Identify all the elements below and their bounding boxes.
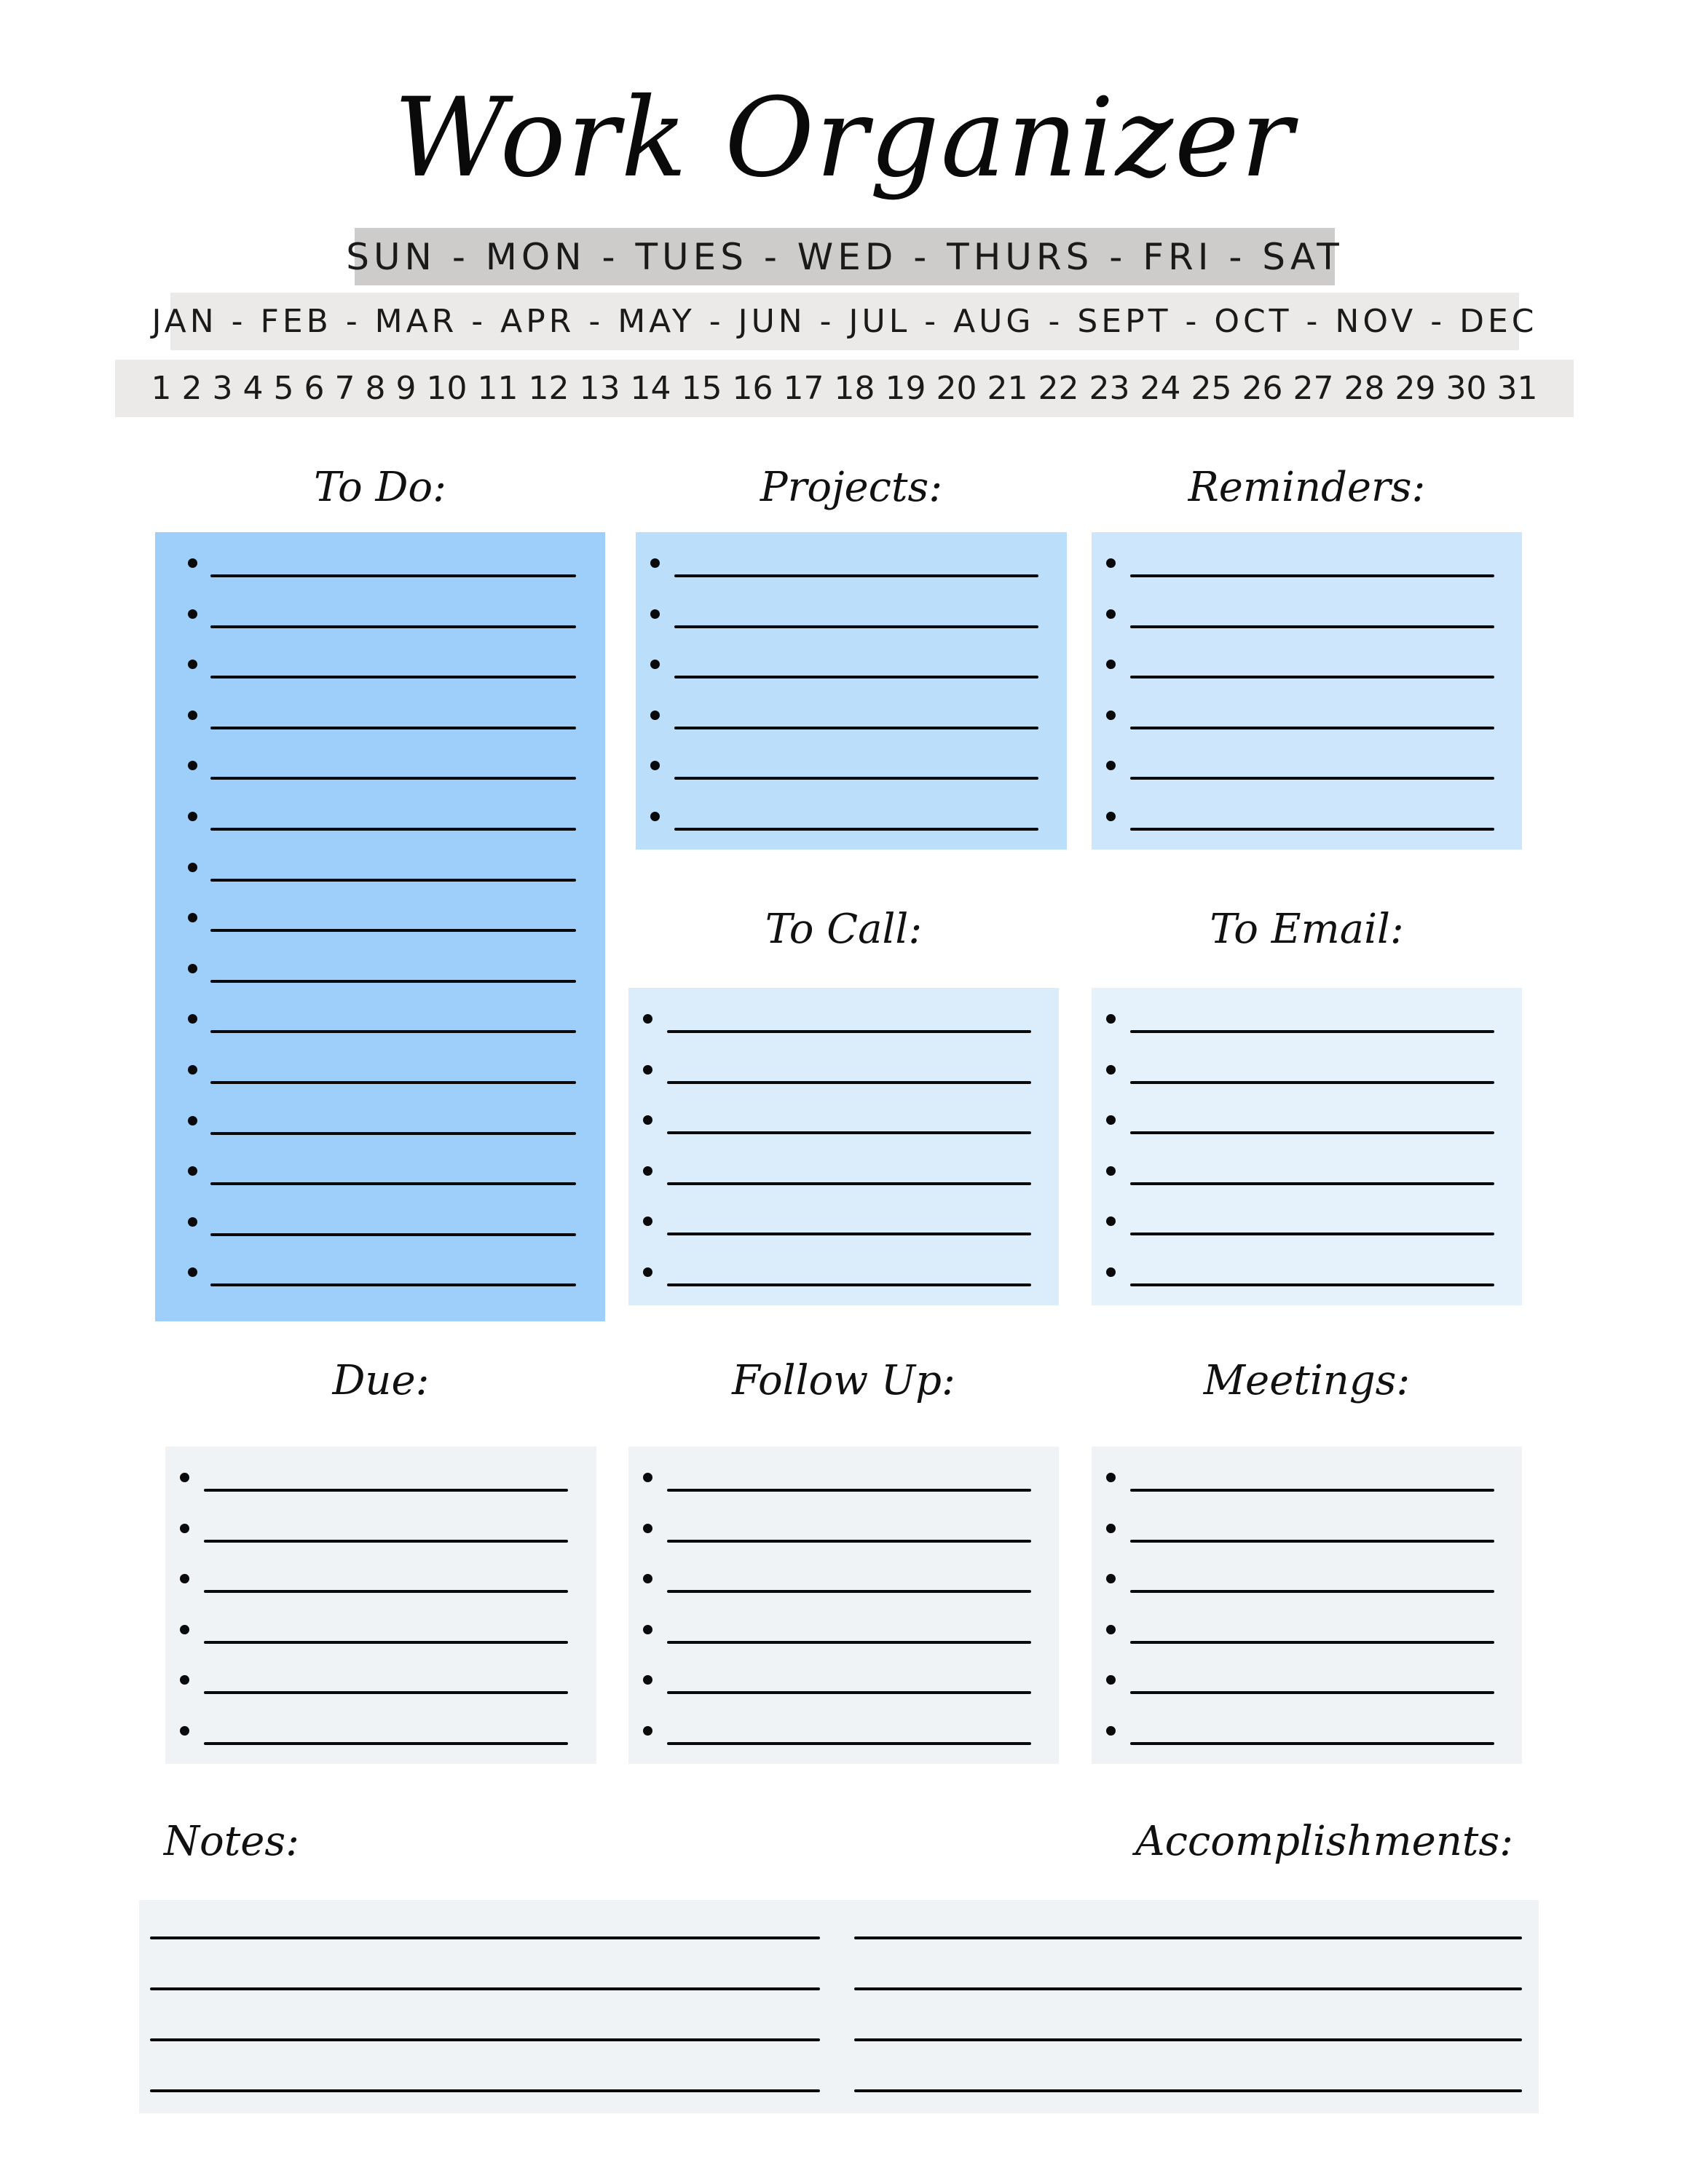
date-number: 17 (783, 370, 824, 407)
date-number: 10 (426, 370, 468, 407)
bullet-icon (1106, 1267, 1116, 1277)
write-in-line[interactable] (204, 1742, 568, 1745)
date-number: 15 (681, 370, 722, 407)
bullet-icon (1106, 1216, 1116, 1226)
write-in-line[interactable] (1130, 828, 1494, 831)
date-number: 8 (365, 370, 386, 407)
bullet-icon (188, 1267, 197, 1277)
write-in-line[interactable] (1130, 1081, 1494, 1084)
date-number: 3 (212, 370, 233, 407)
write-in-line[interactable] (204, 1489, 568, 1492)
date-number: 23 (1089, 370, 1130, 407)
bullet-icon (1106, 1524, 1116, 1533)
bullet-icon (643, 1473, 652, 1482)
list-item[interactable] (628, 1014, 1059, 1065)
write-in-line[interactable] (210, 980, 576, 983)
bullet-icon (643, 1166, 652, 1176)
notes-accomplishments-box (139, 1900, 1539, 2113)
list-item[interactable] (165, 1675, 596, 1726)
bullet-icon (1106, 1473, 1116, 1482)
write-in-line[interactable] (667, 1283, 1031, 1286)
heading-projects: Projects: (760, 464, 943, 511)
list-item[interactable] (1092, 609, 1522, 660)
write-in-line[interactable] (210, 1283, 576, 1286)
date-number: 20 (936, 370, 977, 407)
write-in-line[interactable] (667, 1590, 1031, 1593)
date-bar (115, 360, 1574, 417)
bullet-icon (1106, 1574, 1116, 1583)
date-number: 26 (1242, 370, 1283, 407)
write-in-line[interactable] (210, 828, 576, 831)
date-number: 11 (477, 370, 518, 407)
list-item[interactable] (155, 863, 605, 914)
date-number: 5 (273, 370, 294, 407)
write-in-line[interactable] (667, 1641, 1031, 1644)
write-in-line[interactable] (1130, 1233, 1494, 1235)
date-number: 4 (242, 370, 264, 407)
list-item[interactable] (155, 812, 605, 863)
list-item[interactable] (1092, 1473, 1522, 1524)
bullet-icon (188, 761, 197, 770)
write-in-line[interactable] (674, 625, 1038, 628)
bullet-icon (188, 812, 197, 821)
write-in-line[interactable] (1130, 727, 1494, 729)
bullet-icon (188, 964, 197, 973)
bullet-icon (1106, 1675, 1116, 1685)
write-in-line[interactable] (667, 1233, 1031, 1235)
bullet-icon (1106, 711, 1116, 720)
list-item[interactable] (1092, 558, 1522, 609)
notes-line[interactable] (150, 1987, 820, 1990)
list-item[interactable] (1092, 660, 1522, 711)
list-item[interactable] (1092, 812, 1522, 863)
bullet-icon (1106, 660, 1116, 669)
list-item[interactable] (1092, 1065, 1522, 1116)
write-in-line[interactable] (210, 1182, 576, 1185)
to-call-box (628, 988, 1059, 1305)
bullet-icon (1106, 609, 1116, 619)
bullet-icon (1106, 558, 1116, 568)
list-item[interactable] (1092, 761, 1522, 812)
list-item[interactable] (1092, 711, 1522, 761)
list-item[interactable] (155, 761, 605, 812)
bullet-icon (643, 1726, 652, 1736)
write-in-line[interactable] (210, 727, 576, 729)
write-in-line[interactable] (1130, 1540, 1494, 1543)
list-item[interactable] (1092, 1675, 1522, 1726)
list-item[interactable] (155, 1065, 605, 1116)
date-number: 21 (987, 370, 1028, 407)
bullet-icon (180, 1726, 189, 1736)
write-in-line[interactable] (204, 1691, 568, 1694)
write-in-line[interactable] (674, 777, 1038, 780)
to-email-box (1092, 988, 1522, 1305)
date-number: 2 (181, 370, 202, 407)
bullet-icon (1106, 1726, 1116, 1736)
list-item[interactable] (155, 711, 605, 761)
date-number: 22 (1038, 370, 1079, 407)
bullet-icon (1106, 812, 1116, 821)
bullet-icon (1106, 1065, 1116, 1075)
date-number: 29 (1395, 370, 1436, 407)
write-in-line[interactable] (1130, 676, 1494, 678)
bullet-icon (180, 1473, 189, 1482)
bullet-icon (188, 913, 197, 922)
list-item[interactable] (628, 1473, 1059, 1524)
list-item[interactable] (628, 1065, 1059, 1116)
bullet-icon (643, 1065, 652, 1075)
write-in-line[interactable] (204, 1540, 568, 1543)
bullet-icon (180, 1675, 189, 1685)
notes-line[interactable] (150, 2038, 820, 2041)
list-item[interactable] (165, 1726, 596, 1777)
heading-follow-up: Follow Up: (732, 1357, 955, 1404)
list-item[interactable] (155, 1166, 605, 1217)
list-item[interactable] (155, 558, 605, 609)
list-item[interactable] (628, 1675, 1059, 1726)
bullet-icon (188, 1116, 197, 1125)
write-in-line[interactable] (1130, 1182, 1494, 1185)
bullet-icon (643, 1524, 652, 1533)
bullet-icon (188, 863, 197, 872)
list-item[interactable] (628, 1726, 1059, 1777)
write-in-line[interactable] (210, 1081, 576, 1084)
list-item[interactable] (636, 761, 1067, 812)
month-bar: JAN - FEB - MAR - APR - MAY - JUN - JUL - AUG - SEPT - OCT - NOV - DEC (170, 293, 1519, 350)
write-in-line[interactable] (1130, 777, 1494, 780)
bullet-icon (188, 1065, 197, 1075)
bullet-icon (188, 1014, 197, 1024)
write-in-line[interactable] (1130, 1590, 1494, 1593)
list-item[interactable] (165, 1625, 596, 1676)
heading-to-call: To Call: (765, 906, 923, 953)
write-in-line[interactable] (674, 828, 1038, 831)
bullet-icon (643, 1675, 652, 1685)
write-in-line[interactable] (1130, 1030, 1494, 1033)
date-number: 31 (1496, 370, 1538, 407)
heading-meetings: Meetings: (1203, 1357, 1411, 1404)
due-box (165, 1447, 596, 1764)
bullet-icon (650, 761, 660, 770)
write-in-line[interactable] (210, 1233, 576, 1236)
list-item[interactable] (1092, 1726, 1522, 1777)
notes-line[interactable] (150, 2089, 820, 2092)
list-item[interactable] (155, 1116, 605, 1167)
list-item[interactable] (155, 1217, 605, 1268)
list-item[interactable] (155, 660, 605, 711)
list-item[interactable] (636, 711, 1067, 761)
bullet-icon (180, 1625, 189, 1634)
write-in-line[interactable] (667, 1131, 1031, 1134)
date-number: 24 (1140, 370, 1181, 407)
bullet-icon (650, 558, 660, 568)
list-item[interactable] (1092, 1216, 1522, 1267)
bullet-icon (188, 609, 197, 619)
follow-up-box (628, 1447, 1059, 1764)
list-item[interactable] (165, 1473, 596, 1524)
write-in-line[interactable] (1130, 625, 1494, 628)
date-number: 14 (630, 370, 671, 407)
write-in-line[interactable] (667, 1182, 1031, 1185)
write-in-line[interactable] (210, 929, 576, 932)
write-in-line[interactable] (674, 727, 1038, 729)
bullet-icon (643, 1115, 652, 1125)
write-in-line[interactable] (667, 1691, 1031, 1694)
write-in-line[interactable] (210, 879, 576, 882)
heading-to-email: To Email: (1210, 906, 1404, 953)
list-item[interactable] (628, 1524, 1059, 1575)
list-item[interactable] (628, 1115, 1059, 1166)
write-in-line[interactable] (1130, 574, 1494, 577)
write-in-line[interactable] (667, 1489, 1031, 1492)
heading-todo: To Do: (314, 464, 446, 511)
bullet-icon (650, 609, 660, 619)
bullet-icon (180, 1524, 189, 1533)
write-in-line[interactable] (1130, 1691, 1494, 1694)
todo-box (155, 532, 605, 1321)
accomplishments-line[interactable] (854, 2038, 1522, 2041)
notes-line[interactable] (150, 1936, 820, 1939)
list-item[interactable] (636, 660, 1067, 711)
bullet-icon (1106, 1115, 1116, 1125)
list-item[interactable] (165, 1574, 596, 1625)
list-item[interactable] (636, 812, 1067, 863)
write-in-line[interactable] (1130, 1131, 1494, 1134)
heading-due: Due: (332, 1357, 430, 1404)
list-item[interactable] (628, 1267, 1059, 1318)
list-item[interactable] (1092, 1574, 1522, 1625)
weekday-bar: SUN - MON - TUES - WED - THURS - FRI - SAT (355, 228, 1335, 285)
bullet-icon (180, 1574, 189, 1583)
write-in-line[interactable] (1130, 1742, 1494, 1745)
write-in-line[interactable] (210, 574, 576, 577)
heading-reminders: Reminders: (1188, 464, 1426, 511)
write-in-line[interactable] (1130, 1283, 1494, 1286)
bullet-icon (1106, 1014, 1116, 1024)
list-item[interactable] (1092, 1014, 1522, 1065)
bullet-icon (188, 1166, 197, 1176)
list-item[interactable] (636, 609, 1067, 660)
bullet-icon (1106, 1166, 1116, 1176)
write-in-line[interactable] (210, 1132, 576, 1135)
bullet-icon (188, 711, 197, 720)
list-item[interactable] (1092, 1625, 1522, 1676)
bullet-icon (1106, 761, 1116, 770)
list-item[interactable] (155, 1267, 605, 1318)
list-item[interactable] (155, 609, 605, 660)
heading-notes: Notes: (164, 1818, 299, 1865)
bullet-icon (643, 1574, 652, 1583)
page-title: Work Organizer (393, 75, 1295, 202)
reminders-box (1092, 532, 1522, 850)
date-number: 9 (395, 370, 417, 407)
write-in-line[interactable] (667, 1030, 1031, 1033)
list-item[interactable] (1092, 1524, 1522, 1575)
write-in-line[interactable] (667, 1540, 1031, 1543)
list-item[interactable] (628, 1574, 1059, 1625)
list-item[interactable] (628, 1166, 1059, 1217)
date-number: 7 (334, 370, 355, 407)
date-number: 12 (528, 370, 569, 407)
list-item[interactable] (1092, 1267, 1522, 1318)
bullet-icon (188, 558, 197, 568)
bullet-icon (643, 1267, 652, 1277)
date-number: 1 (151, 370, 172, 407)
date-number: 27 (1293, 370, 1334, 407)
bullet-icon (650, 711, 660, 720)
write-in-line[interactable] (1130, 1489, 1494, 1492)
bullet-icon (188, 660, 197, 669)
write-in-line[interactable] (1130, 1641, 1494, 1644)
bullet-icon (650, 812, 660, 821)
date-number: 25 (1191, 370, 1232, 407)
accomplishments-line[interactable] (854, 1936, 1522, 1939)
write-in-line[interactable] (674, 676, 1038, 678)
write-in-line[interactable] (210, 676, 576, 678)
write-in-line[interactable] (204, 1590, 568, 1593)
list-item[interactable] (165, 1524, 596, 1575)
write-in-line[interactable] (667, 1081, 1031, 1084)
list-item[interactable] (155, 964, 605, 1015)
write-in-line[interactable] (667, 1742, 1031, 1745)
date-number: 18 (834, 370, 875, 407)
date-number: 28 (1344, 370, 1385, 407)
accomplishments-line[interactable] (854, 1987, 1522, 1990)
bullet-icon (650, 660, 660, 669)
bullet-icon (643, 1014, 652, 1024)
write-in-line[interactable] (674, 574, 1038, 577)
bullet-icon (1106, 1625, 1116, 1634)
bullet-icon (643, 1216, 652, 1226)
write-in-line[interactable] (210, 777, 576, 780)
list-item[interactable] (628, 1216, 1059, 1267)
date-number: 30 (1446, 370, 1487, 407)
date-number: 6 (304, 370, 325, 407)
list-item[interactable] (1092, 1166, 1522, 1217)
date-number: 19 (885, 370, 926, 407)
bullet-icon (188, 1217, 197, 1227)
list-item[interactable] (636, 558, 1067, 609)
list-item[interactable] (1092, 1115, 1522, 1166)
bullet-icon (643, 1625, 652, 1634)
meetings-box (1092, 1447, 1522, 1764)
write-in-line[interactable] (210, 1030, 576, 1033)
list-item[interactable] (155, 913, 605, 964)
list-item[interactable] (628, 1625, 1059, 1676)
write-in-line[interactable] (210, 625, 576, 628)
accomplishments-line[interactable] (854, 2089, 1522, 2092)
heading-accomplishments: Accomplishments: (1135, 1818, 1513, 1865)
date-number: 13 (579, 370, 620, 407)
write-in-line[interactable] (204, 1641, 568, 1644)
date-number: 16 (732, 370, 773, 407)
list-item[interactable] (155, 1014, 605, 1065)
projects-box (636, 532, 1067, 850)
